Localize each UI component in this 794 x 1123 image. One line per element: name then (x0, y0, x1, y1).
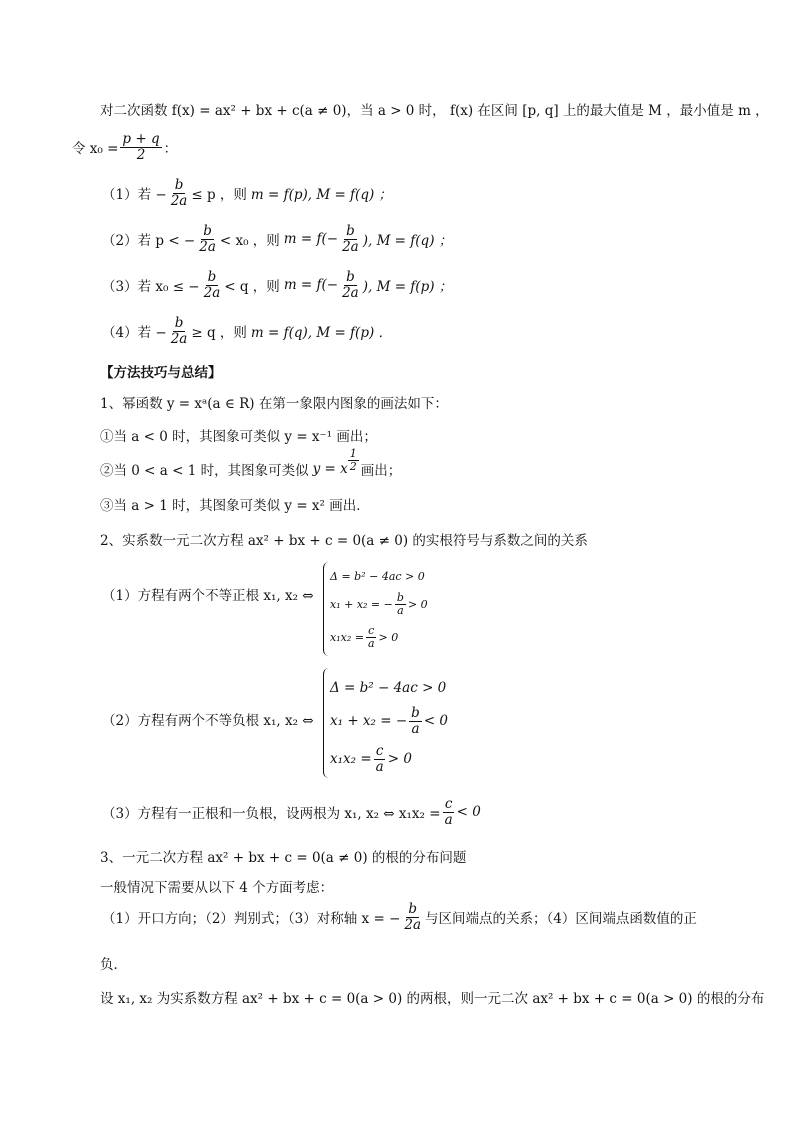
item-2-heading: 2、实系数一元二次方程 ax² + bx + c = 0(a ≠ 0) 的实根符号与系数之间的关系 (100, 533, 588, 549)
item-1-b-exp-den: 2 (349, 460, 357, 474)
case-2-label: （2）若 p < − (102, 233, 196, 250)
item-3-b-pre: （1）开口方向；（2）判别式；（3）对称轴 x = − (102, 911, 401, 928)
case-4-frac-num: b (174, 315, 184, 331)
item-2-1-l2-den: a (397, 604, 404, 618)
intro-fraction (120, 132, 161, 163)
case-1-cond: ≤ p ，则 (191, 187, 247, 204)
case-1-frac-num: b (174, 177, 184, 193)
item-2-2-line-3-pre: x₁x₂ = (330, 751, 372, 768)
case-1-result: m = f(p), M = f(q) ； (250, 187, 393, 204)
item-1-heading: 1、幂函数 y = xᵃ(a ∈ R) 在第一象限内图象的画法如下： (100, 396, 448, 412)
case-3 (102, 270, 452, 301)
item-2-3-label: （3）方程有一正根和一负根，设两根为 x₁, x₂ ⇔ x₁x₂ = (102, 806, 441, 823)
item-2-1-line-3 (330, 625, 398, 650)
case-4-fraction (169, 316, 190, 347)
item-2-2-l2-den: a (411, 720, 420, 737)
intro-line-2-suffix: ： (163, 141, 178, 158)
case-3-result-fraction (340, 270, 361, 301)
case-1 (102, 178, 392, 209)
item-2-3-frac-den: a (444, 811, 453, 828)
case-2 (102, 224, 452, 255)
item-1-b-math: y = x (312, 460, 348, 477)
item-2-3-frac-num: c (444, 796, 453, 812)
item-2-1-line-2-frac (395, 592, 406, 617)
item-1-b-exp-num: 1 (349, 447, 357, 460)
item-2-1-line-2 (330, 592, 428, 617)
case-2-frac-num: b (203, 223, 212, 239)
case-3-rfrac-num: b (346, 269, 355, 285)
case-2-cond: < x₀ ，则 (219, 233, 280, 250)
item-2-2-l3-den: a (375, 758, 384, 775)
item-1-b-post: 画出； (360, 462, 402, 479)
case-2-rfrac-den: 2a (342, 238, 359, 255)
item-2-2-line-3-frac (374, 744, 386, 775)
case-1-fraction (169, 178, 190, 209)
item-1-b-pre: ②当 0 < a < 1 时，其图象可类似 (100, 462, 309, 479)
case-3-result-pre: m = f(− (283, 277, 339, 294)
item-2-2-label: （2）方程有两个不等负根 x₁, x₂ ⇔ (102, 713, 314, 729)
item-3-c: 负． (100, 957, 127, 973)
case-3-frac-num: b (207, 269, 217, 285)
item-3-b-frac-num: b (408, 901, 418, 917)
item-2-2-line-1: Δ = b² − 4ac > 0 (330, 680, 447, 696)
item-3-b (102, 902, 697, 933)
item-2-2-line-3 (330, 744, 412, 775)
intro-line-1: 对二次函数 f(x) = ax² + bx + c(a ≠ 0)，当 a > 0 时， f(x) 在区间 [p, q] 上的最大值是 M ，最小值是 m ， (100, 103, 769, 119)
item-2-2-line-2-post: < 0 (423, 713, 449, 730)
item-2-2-brace (323, 668, 330, 778)
case-3-frac-den: 2a (203, 284, 221, 301)
case-2-frac-den: 2a (199, 238, 216, 255)
case-4-label: （4）若 − (102, 325, 167, 342)
case-4-frac-den: 2a (170, 330, 188, 347)
case-3-fraction (202, 270, 223, 301)
item-3-b-post: 与区间端点的关系；（4）区间端点函数值的正 (425, 911, 697, 928)
item-2-3-fraction (443, 797, 455, 828)
case-1-label: （1）若 − (102, 187, 167, 204)
item-3-b-frac-den: 2a (404, 916, 422, 933)
case-3-rfrac-den: 2a (342, 284, 359, 301)
case-2-result-pre: m = f(− (283, 231, 339, 248)
item-2-1-line-3-post: > 0 (378, 631, 399, 645)
item-3-a: 一般情况下需要从以下 4 个方面考虑： (100, 880, 334, 896)
item-2-2-line-2 (330, 706, 448, 737)
item-1-a: ①当 a < 0 时，其图象可类似 y = x⁻¹ 画出； (100, 429, 377, 445)
item-2-1-line-3-pre: x₁x₂ = (330, 631, 364, 645)
intro-fraction-numerator: p + q (122, 131, 160, 147)
case-3-cond: < q ，则 (224, 279, 280, 296)
item-2-3 (102, 797, 481, 828)
item-2-1-line-1: Δ = b² − 4ac > 0 (330, 570, 425, 583)
intro-line-2-prefix: 令 x₀ = (72, 141, 119, 158)
item-2-3-rest: < 0 (456, 804, 481, 821)
intro-fraction-denominator: 2 (136, 146, 146, 163)
item-2-1-l2-num: b (396, 591, 404, 604)
item-3-b-fraction (402, 902, 423, 933)
item-3-d: 设 x₁, x₂ 为实系数方程 ax² + bx + c = 0(a > 0) 的两根，则一元二次 ax² + bx + c = 0(a > 0) 的根的分布 (100, 991, 765, 1007)
case-3-result-post: ), M = f(p) ； (362, 279, 453, 296)
item-2-1-brace (323, 562, 330, 656)
item-2-1-label: （1）方程有两个不等正根 x₁, x₂ ⇔ (102, 588, 314, 604)
item-3-heading: 3、一元二次方程 ax² + bx + c = 0(a ≠ 0) 的根的分布问题 (100, 850, 467, 866)
item-2-2-l2-num: b (411, 705, 420, 721)
intro-line-2 (72, 132, 177, 163)
case-2-rfrac-num: b (346, 223, 355, 239)
item-2-2-l3-num: c (375, 743, 384, 759)
section-title: 【方法技巧与总结】 (100, 365, 222, 381)
item-2-1-l3-num: c (368, 624, 375, 637)
item-1-c: ③当 a > 1 时，其图象可类似 y = x² 画出． (100, 498, 370, 514)
case-2-result-fraction (340, 224, 361, 255)
case-4-result: m = f(q), M = f(p) ． (250, 325, 393, 342)
item-2-2-line-2-pre: x₁ + x₂ = − (330, 713, 408, 730)
item-1-b-exponent (348, 448, 359, 473)
case-1-frac-den: 2a (170, 192, 188, 209)
case-4 (102, 316, 392, 347)
item-2-1-line-3-frac (366, 625, 377, 650)
item-2-2-line-3-post: > 0 (387, 751, 412, 768)
item-2-1-l3-den: a (367, 637, 375, 651)
item-2-1-line-2-pre: x₁ + x₂ = − (330, 598, 393, 612)
item-2-2-line-2-frac (409, 706, 422, 737)
item-2-1-line-2-post: > 0 (407, 598, 428, 612)
case-2-result-post: ), M = f(q) ； (362, 233, 453, 250)
case-2-fraction (197, 224, 218, 255)
case-4-cond: ≥ q ，则 (191, 325, 247, 342)
case-3-label: （3）若 x₀ ≤ − (102, 279, 200, 296)
item-1-b (100, 447, 402, 481)
